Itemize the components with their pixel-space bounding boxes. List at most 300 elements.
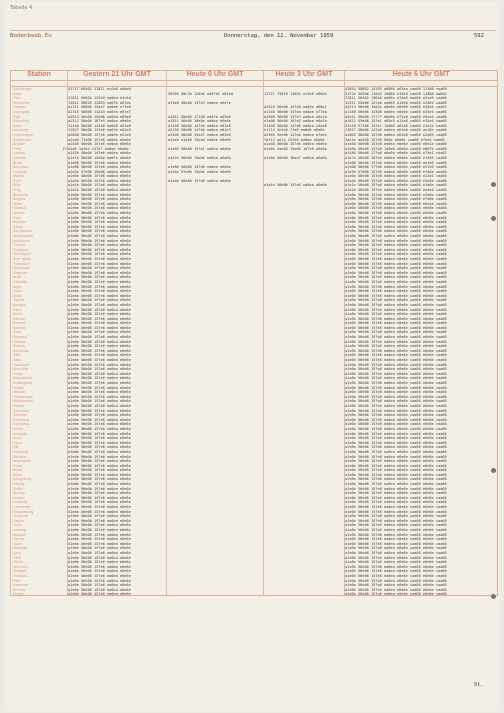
station-name: London (13, 151, 25, 156)
obs-gestern-21: a1e4e 56e06 15?e6 ea0ea e6e6e (68, 178, 131, 183)
obs-gestern-21: a1e6e 56e06 15?e6 ea0ea e6e6e (68, 289, 131, 294)
station-name: Nikosia (13, 316, 25, 321)
punch-hole (491, 594, 496, 599)
station-name: Triest (13, 523, 22, 528)
obs-heute-6: a1e6e 56e06 15?e6 ea0ea e6e6e caa66 e6e6e caa66 (345, 330, 447, 335)
obs-gestern-21: a1e6e 56e06 15?e6 ea0ea e6e6e (68, 302, 131, 307)
punch-hole (491, 468, 496, 473)
station-name: Warschau (13, 119, 30, 124)
obs-heute-6: a1e?e 56e06 16?e6 ea0ea e6e6e caa66 e?e65 caa66 (345, 155, 447, 160)
obs-gestern-21: a1e6e 56e06 15?e6 ea0ea e6e6e (68, 215, 131, 220)
station-name: Rom (13, 178, 21, 183)
obs-heute-6: a1e6e 56e06 15?e6 ea0ea e6e6e caa66 e6e6e caa66 (345, 509, 447, 514)
obs-gestern-21: a1e6e 56e06 15?e6 ea0ea e6e6e (68, 362, 131, 367)
obs-heute-6: a1e6e 56e06 15?e6 ea0ea e6e6e caa66 e6e6e caa66 (345, 252, 447, 257)
header-rule (10, 30, 496, 31)
obs-gestern-21: a1e6e 56e06 15?e6 ea0ea e6e6e (68, 564, 131, 569)
station-name: Jakutsk (13, 390, 26, 395)
obs-gestern-21: a1e06 56e06 15?e6 ea0ea e6e6e (68, 160, 131, 165)
obs-heute-6: a1e6e 56e06 15?e6 ea0ea e6e6e caa66 e6e6e caa66 (345, 555, 447, 560)
obs-gestern-21: 41717 60402 11011 ecGe6 x6de6 (68, 87, 131, 91)
obs-heute-6: a1e6e 56e06 15?e6 ea0ea e6e6e caa66 e2e6e caa66 (345, 192, 447, 197)
station-name: Workuta (13, 413, 27, 418)
obs-heute-0: a1e66 56e06 15?e6 ea0ea e6e6e (168, 165, 231, 170)
obs-gestern-21: a1e6e 56e06 15?e6 ea0ea e6e6e (68, 220, 131, 225)
observation-table (10, 70, 498, 596)
station-name: Budapest (13, 192, 29, 197)
obs-heute-6: a1e6e 56e06 15?e6 ea0ea e6e6e caa66 e6e6e caa66 (345, 573, 447, 578)
station-name: Lemberg (13, 500, 28, 505)
obs-gestern-21: a1e6e 56e06 15?e6 ea0ea e6e6e (68, 555, 131, 560)
obs-heute-6: a1e6e 56e06 15?e6 ea0ea e6e6e caa66 e6e6e caa66 (345, 371, 447, 376)
station-name: Astrachan (13, 348, 30, 353)
station-name: Chabarowsk (13, 394, 33, 399)
obs-heute-3: a2565 5ee06 14?e6 ea0ea e7ees (264, 132, 327, 137)
station-name: Shannon (13, 270, 28, 275)
station-name: Venedig (13, 528, 26, 532)
obs-gestern-21: a1e6e 56e06 15?e6 ea0ea e6e6e (68, 399, 131, 404)
obs-gestern-21: a1e6e 56e06 15?e6 ea0ea e6e6e (68, 573, 131, 578)
obs-gestern-21: 11817 58e06 14?e6 ea0fe e61e3 (68, 128, 131, 133)
edge-label: Tabelle 4 (10, 5, 33, 11)
obs-heute-6: a1e6e 56e06 15?e6 ea0ea e6e6e caa66 e6e6e caa66 (345, 229, 447, 234)
station-name: Baku (13, 358, 22, 363)
station-name: Beirut (13, 312, 23, 317)
obs-gestern-21: a1ee0 71e06 15?e6 ea0ee e6e6e (68, 137, 131, 142)
station-name: Murmansk (13, 238, 30, 243)
form-title: Bodenbeob. Eu (10, 33, 52, 39)
obs-heute-6: a1e6e 56e06 15?e6 ea0ea e6e6e caa66 e6e6e caa66 (345, 339, 447, 344)
station-name: Saratow (13, 454, 27, 459)
station-name: Saloniki (13, 325, 26, 330)
station-name: Swerdlowsk (13, 229, 33, 234)
obs-gestern-21: a1e6e 56e06 15?e6 ea0ea e6e6e (68, 201, 131, 206)
obs-heute-6: a1e6e 56e06 15?e6 ea0ea e6e6e caa66 e6e6e caa66 (345, 376, 447, 381)
station-name: Tripolis (13, 298, 25, 303)
station-name: Madrid (13, 174, 24, 179)
station-name: Istanbul (13, 206, 26, 211)
station-name: Rhodos (13, 321, 26, 326)
station-name: Belgrad (13, 197, 26, 202)
station-name: Alma-Ata (13, 367, 28, 372)
obs-heute-6: a1e6e 56e06 15?e6 ea0ea e6e6e caa66 e22e4 caa66 (345, 174, 447, 179)
station-name: Ufa (13, 445, 19, 450)
station-name: Kopenhagen (13, 132, 34, 137)
obs-gestern-21: a1e6e 56e06 15?e6 ea0ea e6e6e (68, 316, 131, 321)
obs-heute-6: a1e6e 56e06 15?e6 ea0ea e6e6e caa66 e6e6e caa66 (345, 486, 447, 491)
station-name: Helsinki (13, 105, 26, 110)
obs-heute-6: a1e06 56e06 17?e6 ea0ea e6e6e caa66 e21e6 caa66 (345, 165, 447, 170)
obs-heute-6: a1e6e 56e06 15?e6 ea0ea e6e6e caa66 e6e6e caa66 (345, 532, 447, 537)
station-name: Tunis (13, 289, 22, 294)
obs-heute-6: a1e6e 56e06 15?e6 ea0ea e6e6e caa66 e6e6e caa66 (345, 385, 447, 390)
station-name: Zürich (13, 560, 23, 565)
obs-heute-6: a2612 55e06 15?e1 e65e5 a12e6 ca665 e15e4 caa66 (345, 119, 447, 124)
station-name: Bear Island (13, 256, 32, 261)
obs-gestern-21: a1e6e 56e06 15?e6 ea0ea e6e6e (68, 394, 131, 399)
obs-gestern-21: a2846 56e06 15?e6 ea0ea e61e6 (68, 132, 131, 137)
obs-heute-6: a1e6e 56e06 15?e6 ea0ea e6e6e caa66 e6e6e caa66 (345, 399, 447, 404)
obs-gestern-21: a1e6e 56e06 15?e6 ea0ea e6e6e (68, 509, 131, 514)
obs-heute-3: a1e1e 56e06 15?e6 ea0ea e6e6e (264, 183, 327, 188)
obs-heute-0: a1811 56e06 16e0e ea0ee e6e6e (168, 119, 231, 124)
station-name: Königsberg (13, 477, 32, 482)
obs-heute-6: a1e6e 56e06 15?e6 ea0ea e6e6e caa66 e6e6e caa66 (345, 459, 447, 464)
obs-heute-6: a1e6e 56e06 15?e6 ea0ea e6e6e caa66 e6e6e caa66 (345, 284, 447, 289)
obs-heute-6: a1e6e 56e06 15?e6 ea0ea e6e6e caa66 e6e6e caa66 (345, 266, 447, 271)
obs-gestern-21: a1e6e 56e06 15?e6 ea0ea e6e6e (68, 436, 131, 441)
station-name: Danzig (13, 482, 25, 487)
obs-heute-6: a1e6e 56e06 15?e6 ea0ea e6e6e caa66 e6e6e caa66 (345, 514, 447, 519)
obs-gestern-21: a1e6e 56e06 15?e6 ea0ea e6e6e (68, 560, 131, 565)
obs-gestern-21: a1e1e 56e06 15?e6 ea0ea e6e6e (68, 183, 131, 188)
obs-heute-6: a1e6e 56e06 15?e6 ea0ea e6e6e caa66 e6e6e caa66 (345, 417, 447, 422)
obs-gestern-21: a1e6e 56e06 15?e6 ea0ea e6e6e (68, 550, 131, 555)
obs-heute-6: a1e6e 56e06 15?e6 ea0ea e6e6e caa66 e6e6e caa66 (345, 431, 447, 436)
obs-heute-6: a1e6e 56e06 15?e6 ea0ea e6e6e caa66 e6e6e caa66 (345, 238, 447, 243)
obs-heute-0: a1446 56e06 14?e6 ea0ea e61e6 (168, 123, 231, 128)
obs-heute-6: a1e2e 56e06 15?e6 ea0ea e6e6e caa66 ee4e6 caa66 (345, 188, 447, 193)
obs-heute-6: a1e6e 56e06 15?e6 ea0ea e6e6e caa66 e6e6e caa66 (345, 293, 447, 298)
obs-gestern-21: a1e6e 56e06 15?e6 ea0ea e6e6e (68, 541, 131, 546)
obs-gestern-21: a1e6e 56e06 15?e6 ea0ea e6e6e (68, 417, 131, 422)
obs-heute-6: a1e6e 56e06 15?e6 ea0ea e6e6e caa66 e6e6e caa66 (345, 537, 447, 542)
punch-hole (491, 182, 496, 187)
footer-initials: St. (474, 682, 484, 688)
column-header-gestern-21: Gestern 21 Uhr GMT (68, 71, 166, 81)
station-name: Temesvar (13, 514, 29, 519)
station-name: Stockholm (13, 100, 30, 105)
station-name: Wladiwostok (13, 399, 34, 404)
station-name: Stornoway (13, 266, 30, 271)
obs-gestern-21: a1e6e 56e06 15?e6 ea0ea e6e6e (68, 330, 131, 335)
station-name: Spitzbergen (13, 87, 33, 91)
obs-heute-6: a1346 56e06 15306 ea0ee e6e6e caa66 e25e4 caa66 (345, 109, 447, 114)
station-name: Kotlas (13, 426, 23, 431)
station-name: Hannover (13, 583, 29, 588)
obs-gestern-21: a1211 56606 15ee7 ea0ae e71e6 (68, 105, 131, 110)
obs-heute-6: 21811 56402 13640 ae66s a7de6 eaa66 e2se5 caa66 (345, 96, 447, 101)
obs-gestern-21: a1e06 56e06 14?e6 ea0ea e6e6e (68, 165, 131, 170)
obs-gestern-21: a1e6e 56e06 15?e6 ea0ea e6e6e (68, 197, 131, 202)
obs-gestern-21: a1e6e 56e06 15?e6 ea0ea e6e6e (68, 486, 131, 491)
obs-gestern-21: a1e6e 56e06 15?e6 ea0ea e6e6e (68, 256, 131, 261)
obs-heute-3: ?a112 ae14 15?e6 ea0ea e6e6e (264, 137, 325, 142)
obs-gestern-21: a1e6e 56e06 15?e6 ea0ea e6e6e (68, 495, 131, 500)
obs-heute-6: a1e6e 56e06 15?e6 ea0ea e6e6e caa66 e6e6e caa66 (345, 426, 447, 431)
obs-gestern-21: a1e6e 56e06 15?e6 ea0ea e6e6e (68, 413, 131, 418)
obs-heute-3: a1346 56e06 14?ea ea0ae e7?ea (264, 109, 327, 114)
station-name: Orenburg (13, 449, 29, 454)
obs-gestern-21: a1e2e 56e06 15?e6 ea0ea e6e6e (68, 188, 131, 193)
station-name: Emden (13, 592, 25, 597)
obs-gestern-21: a1e6e 56e06 15?e6 ea0ea e6e6e (68, 449, 131, 454)
obs-heute-6: a1e4e 56e06 15?e6 ea0ea e6e6e caa66 e3e4e caa66 (345, 178, 447, 183)
obs-heute-0: a1ee0 a1e56 15ee0 ea0ee e6e6e (168, 137, 231, 142)
station-name: Amsterdam (13, 137, 32, 142)
obs-heute-0: a2156 58e06 14?e6 ea0ea e61e3 (168, 128, 231, 133)
obs-heute-0: a1e62 58e06 15?e1 ea0ea e6e6e (168, 146, 231, 151)
station-name: Bodö (13, 91, 22, 96)
obs-heute-6: a1e6e 56e06 15?e6 ea0ea e6e6e caa66 e6e6e caa66 (345, 353, 447, 358)
station-name: Algier (13, 284, 23, 289)
obs-heute-6: a1e6e 56e06 15?e6 ea0ea e6e6e caa66 e6e6e caa66 (345, 247, 447, 252)
obs-heute-6: a1e6e 56e06 15?e6 ea0ea e6e6e caa66 e6e6e caa66 (345, 206, 447, 211)
station-name: Syktywkar (13, 422, 30, 427)
obs-heute-6: a1e6e 56e06 15?e6 ea0ea e6e6e caa66 e6e6e caa66 (345, 325, 447, 330)
obs-heute-6: a1e6e 56e06 15?e6 ea0ea e6e6e caa66 e6e6e caa66 (345, 436, 447, 441)
obs-heute-6: a1e6e 56e06 15?e6 ea0ea e6e6e caa66 e6e6e caa66 (345, 500, 447, 505)
station-name: Malta (13, 293, 22, 298)
obs-heute-6: a1e06 56e06 15?e6 ea0ea e6e6e caa66 ee1e6 caa66 (345, 160, 447, 165)
obs-heute-6: 12511 55e06 14?eb ea065 a13e6 eaa66 e2564 caa66 (345, 100, 447, 105)
station-name: Thorshavn (13, 261, 30, 266)
station-name: München (13, 564, 28, 569)
obs-heute-6: a1e6e 56e06 15?e6 ea0ea e6e6e caa66 e6e6e caa66 (345, 234, 447, 238)
station-name: Bordeaux (13, 165, 29, 170)
obs-gestern-21: a1e6e 56e06 15?e6 ea0ea e6e6e (68, 537, 131, 542)
obs-heute-6: 11817 58e06 14?e6 ea0ea e61e6 caa66 ae16e caa66 (345, 128, 447, 133)
obs-gestern-21: a1e6e 56e06 15?e6 ea0ea e6e6e (68, 491, 131, 496)
station-name: Brest (13, 160, 22, 165)
station-name: Salechard (13, 408, 30, 413)
station-name: Wien (13, 183, 22, 188)
obs-gestern-21: a1e6e 56e06 15?e6 ea0ea e6e6e (68, 358, 131, 363)
obs-gestern-21: a1e6e 56e06 15?e6 ea0ea e6e6e (68, 279, 131, 284)
obs-heute-0: a1e7e 56e06 15e0e ea0ea e6e6e (168, 155, 231, 160)
station-name: Kasan (13, 224, 24, 229)
station-name: Valentia (13, 155, 26, 160)
station-name: Genf (13, 555, 21, 560)
obs-heute-6: a1e6e 56e06 15?e6 ea0ea e6e6e caa66 e6e6e caa66 (345, 445, 447, 450)
obs-gestern-21: a2512 56e06 16?e5 ea0ea e6e6e (68, 119, 131, 124)
obs-heute-6: a1865 58e06 14?e6 ea0ea e61e6 caa66 e2e65 caa66 (345, 132, 447, 137)
obs-heute-6: a1e6e 56e06 15?e6 ea0ea e6e6e caa66 e6e6e caa66 (345, 211, 447, 216)
obs-gestern-21: a1446 56e06 15?e6 ea0ea e6e6e (68, 142, 131, 147)
obs-gestern-21: a1e6e 56e06 15?e6 ea0ea e6e6e (68, 238, 131, 243)
obs-gestern-21: a1e6e 56e06 15?e6 ea0ea e6e6e (68, 583, 131, 588)
station-name: Woronesch (13, 459, 32, 464)
obs-gestern-21: a1e6e 56e06 15?e6 ea0ea e6e6e (68, 270, 131, 275)
obs-gestern-21: a1e6e 56e06 15?e6 ea0ea e6e6e (68, 518, 131, 523)
obs-heute-6: a1e6e 56e06 15?e6 ea0ea e6e6e caa66 e6e6e caa66 (345, 495, 447, 500)
obs-heute-6: a1e6e 56e06 15?e6 ea0ea e6e6e caa66 e6e4e caa66 (345, 201, 447, 206)
station-name: Stuttgart (13, 569, 27, 574)
obs-gestern-21: a1e6e 56e06 15?e6 ea0ea e6e6e (68, 192, 131, 197)
table-row (11, 592, 497, 597)
station-name: Genua (13, 537, 24, 542)
station-name: Marseille (13, 546, 28, 551)
station-name: Klausenburg (13, 509, 34, 514)
station-name: Gibraltar (13, 279, 27, 284)
obs-heute-6: a1e6e 56e06 15?e6 ea0ea e6e6e caa66 e6e6e caa66 (345, 243, 447, 248)
obs-gestern-21: a2813 56e06 15e06 ea0ea e63e6 (68, 114, 131, 119)
station-name: Tromsö (13, 243, 26, 248)
station-name: Taschkent (13, 362, 30, 367)
obs-heute-6: a1e6e 56e06 15?e6 ea0ea e6e6e caa66 e6e6e caa66 (345, 307, 447, 312)
station-name: Kiew (13, 215, 21, 220)
station-name: Stettin (13, 486, 24, 491)
obs-gestern-21: a1e6e 56e06 15?e6 ea0ea e6e6e (68, 234, 131, 238)
obs-gestern-21: a1e6e 56e06 15?e6 ea0ea e6e6e (68, 252, 131, 257)
obs-gestern-21: a1e6e 56e06 15?e6 ea0ea e6e6e (68, 403, 131, 408)
obs-heute-6: a1e6e 56e06 15?e6 ea0ea e6e6e caa66 e6e6e caa66 (345, 569, 447, 574)
obs-heute-3: e1114 4e1e6 1?e6 ea0e6 e6e6s (264, 128, 325, 133)
obs-gestern-21: a1e6e 56e06 15?e6 ea0ea e6e6e (68, 335, 131, 340)
obs-heute-6: a1e6e 56e06 15?e6 ea0ea e6e6e caa66 e6e6e caa66 (345, 449, 447, 454)
obs-gestern-21: 11812 56626 12003 ea0fe e6?ds (68, 100, 131, 105)
station-name: Omsk (13, 371, 23, 376)
obs-heute-6: a1e6e 56e06 15?e6 ea0ea e6e6e caa66 e7e6e caa66 (345, 197, 447, 202)
obs-heute-6: a1e6e 56e06 15?e6 ea0ea e6e6e caa66 e6e6e caa66 (345, 275, 447, 280)
station-name: Kairo (13, 307, 22, 312)
obs-heute-6: a1e6e 56e06 15?e6 ea0ea e6e6e caa66 e6e6e caa66 (345, 583, 447, 588)
obs-heute-0: a13e6 58e06 14?e5 ea0ea e6e?e (168, 100, 231, 105)
obs-gestern-21: 31446 56e06 14446 ea0e6 a61e6 (68, 123, 131, 128)
station-code: Fr (63, 146, 68, 151)
obs-heute-6: a1e6e 56e06 15?e6 ea0ea e6e6e caa66 e6e6e caa66 (345, 518, 447, 523)
obs-heute-6: a1e6e 56e06 15?e6 ea0ea e6e6e caa66 e6e6e caa66 (345, 541, 447, 546)
obs-heute-6: a1e6e 56e06 15?e6 ea0ea e6e6e caa66 e6e6e caa66 (345, 362, 447, 367)
station-name: Sofia (13, 330, 22, 335)
obs-heute-6: a1e6e 56e06 15?e6 ea0ea e6e6e caa66 e6e6e caa66 (345, 482, 447, 487)
station-name: Krasnojarsk (13, 381, 32, 385)
obs-gestern-21: a1e6e 56e06 15?e6 ea0ea e6e6e (68, 284, 131, 289)
station-name: Krakau (13, 495, 25, 500)
obs-heute-3: a1e6e 56e06 16ee7 ea0ea e6e6e (264, 155, 327, 160)
obs-heute-6: a1e6e 56e06 15?e6 ea0ea e6e6e caa66 e6e6e caa66 (345, 220, 447, 225)
obs-heute-6: a1e8e 56e06 14?e6 1e0e6 e6e6e caa66 e86?e caa66 (345, 146, 447, 151)
obs-gestern-21: a1e6e 56e06 15?e6 ea0ea e6e6e (68, 440, 131, 445)
station-name: Bengasi (13, 302, 26, 307)
obs-heute-6: a2e11 56e06 1???? e6e6e a71e6 caa66 e5ee4 caa66 (345, 114, 447, 119)
obs-gestern-21: a1e6e 56e06 15?e6 ea0ea e6e6e (68, 523, 131, 528)
station-name: Berlin (13, 123, 23, 128)
station-column-header: Station (11, 71, 67, 81)
punch-hole (491, 216, 496, 221)
obs-gestern-21: a1e6e 56e06 15?e6 ea0ea e6e6e (68, 376, 131, 381)
obs-gestern-21: a1e6e 56e06 15?e6 ea0ea e6e6e (68, 266, 131, 271)
obs-gestern-21: a1e6e 56e06 15?e6 ea0ea e6e6e (68, 528, 131, 532)
obs-heute-0: a1e4e 56e06 15?e6 ea0ea e6e6e (168, 178, 231, 183)
obs-heute-6: a1e6e 56e06 15?e6 ea0ea e6e6e caa66 e6e6e caa66 (345, 477, 447, 482)
obs-gestern-21: a1e6e 56e06 15?e6 ea0ea e6e6e (68, 459, 131, 464)
obs-heute-6: a2513 56e06 15d2e e0e6e e6e66 caa66 e35e4 caa62 (345, 105, 447, 110)
obs-heute-3: e1e06 56e06 16?e2 ea0ea e6e1a (264, 119, 327, 124)
obs-gestern-21: 21811 56604 12949 ea0ed e3c6d (68, 96, 131, 101)
obs-heute-6: a1e6e 56e06 15?e6 ea0ea e6e6e caa66 e6e6e caa66 (345, 298, 447, 303)
obs-heute-6: a1e6e 56e06 15?e6 ea0ea e6e6e caa66 e6e6e caa66 (345, 224, 447, 229)
station-name: Oslo (13, 96, 21, 101)
station-name: Nowosibirsk (13, 376, 33, 381)
obs-gestern-21: a1e6e 56e06 15?e6 ea0ea e6e6e (68, 174, 131, 179)
station-name: Leningrad (13, 109, 29, 114)
station-name: Frankfurt (13, 573, 28, 578)
obs-gestern-21: a1e6e 56e06 15?e6 ea0ea e6e6e (68, 298, 131, 303)
station-name: Kursk (13, 463, 23, 468)
obs-heute-6: a1e6e 56e06 15?e6 ea0ea e6e6e caa66 e6e6e caa66 (345, 587, 447, 592)
station-name: Ankara (13, 211, 25, 216)
obs-gestern-21: a1e6e 56e06 15?e6 ea0ea e6e6e (68, 514, 131, 519)
obs-gestern-21: a1e7e 56e06 15e0e ea0fe e6e6e (68, 155, 131, 160)
obs-heute-6: a1e6e 56e06 15?e6 ea0ea e6e6e caa66 e6e6e caa66 (345, 578, 447, 583)
obs-heute-6: a1e6e 56e06 15?e6 ea0ea e6e6e caa66 e6e6e caa66 (345, 312, 447, 317)
obs-heute-6: a1446 56e06 17?e6 e6e6e e6e6e caa66 e79e1 caa62 (345, 151, 447, 156)
station-name: Perm (13, 440, 22, 445)
obs-gestern-21: a1e6e 56e06 15?e6 ea0ea e6e6e (68, 431, 131, 436)
table-body (11, 87, 497, 597)
obs-gestern-21: a1e6e 56e06 15?e6 ea0ea e6e6e (68, 445, 131, 450)
obs-heute-3: a2516 56e06 14?e6 ea09e a60e1 (264, 105, 327, 110)
obs-gestern-21: a1e6e 56e06 15?e6 ea0ea e6e6e (68, 500, 131, 505)
obs-gestern-21: a1e6e 56e06 15?e6 ea0ea e6e6e (68, 339, 131, 344)
obs-gestern-21: a1e6e 56e06 15?e6 ea0ea e6e6e (68, 546, 131, 551)
obs-heute-3: 11711 75016 11802 ec9s6 e66ds (264, 91, 327, 96)
obs-heute-0: a1811 58e06 17108 ea0fa e63e6 (168, 114, 231, 119)
station-name: Jan Mayen (13, 252, 31, 257)
obs-gestern-21: a1e6e 56e06 15?e6 ea0ea e6e6e (68, 463, 131, 468)
typed-date: Donnerstag, den 12. November 1959 (224, 33, 334, 39)
station-name: Köln (13, 578, 21, 583)
obs-heute-6: a1e6e 56e06 15?e6 ea0ea e6e6e caa66 e6e6e caa66 (345, 261, 447, 266)
obs-heute-6: a1e6e 56e06 15?e6 ea0ea e6e6e caa66 e6e6e caa66 (345, 358, 447, 363)
obs-heute-6: a1e6e 56e06 15?e6 ea0ea e6e6e caa66 e6e6e caa66 (345, 408, 447, 413)
obs-gestern-21: a1e6e 56e06 15?e6 ea0ea e6e6e (68, 592, 131, 597)
obs-heute-6: a1e6e 56e06 15?e6 ea0ea e6e6e caa66 e6e6e caa66 (345, 454, 447, 459)
obs-gestern-21: a1e6e 56e06 15?e6 ea0ea e6e6e (68, 408, 131, 413)
column-header-heute-0: Heute 0 Uhr GMT (167, 71, 263, 81)
obs-gestern-21: a1e6e 56e06 15?e6 ea0ea e6e6e (68, 353, 131, 358)
obs-gestern-21: a1e6e 56e06 15?e6 ea0ea e6e6e (68, 482, 131, 487)
obs-gestern-21: a1e6e 56e06 15?e6 ea0ea e6e6e (68, 454, 131, 459)
obs-gestern-21: a1e6e 56e06 15?e6 ea0ea e6e6e (68, 206, 131, 211)
obs-gestern-21: a1e6e 56e06 15?e6 ea0ea e6e6e (68, 261, 131, 266)
obs-gestern-21: a1e6e 56e06 15?e6 ea0ea e6e6e (68, 371, 131, 376)
obs-heute-3: 31446 56e06 14?e6 ea0ea e5ea6 (264, 123, 327, 128)
obs-heute-6: a1e6e 56e06 15?e6 ea0ea e6e6e caa66 e6e6e caa66 (345, 289, 447, 294)
obs-heute-3: a1e46 56e06 15?e6 ea0ea e6e6e (264, 142, 327, 147)
obs-heute-6: a1e6e 56e06 15?e6 ea0ea e6e6e caa66 e6e6e caa66 (345, 468, 447, 473)
station-name: Breslau (13, 491, 26, 496)
obs-heute-0: a2446 56e06 15ee7 ea0ea e63e6 (168, 132, 231, 137)
page-number: 592 (474, 33, 484, 39)
obs-gestern-21: a1426 56e06 14?e6 ea0ea e6e6e (68, 151, 131, 156)
obs-gestern-21: a1e6e 56e06 15?e6 ea0ea e6e6e (68, 275, 131, 280)
obs-gestern-21: a1e6e 56e06 15?e6 ea0ea e6e6e (68, 321, 131, 326)
obs-heute-6: a1e6e 56e06 15?e6 ea0ea e6e6e caa66 e6e6e caa66 (345, 316, 447, 321)
obs-heute-6: a1e6e 56e06 15?e6 ea0ea e6e6e caa66 e6e6e caa66 (345, 321, 447, 326)
obs-heute-6: a1e6e 56e06 15?e6 ea0ea e6e6e caa66 e6e6e caa66 (345, 546, 447, 551)
station-name: Wilna (13, 472, 22, 477)
obs-heute-6: a1e6e 56e06 15?e6 ea0ea e6e6e caa66 e6e6e caa66 (345, 550, 447, 555)
obs-gestern-21: a1e6e 56e06 15?e6 ea0ea e6e6e (68, 293, 131, 298)
obs-gestern-21: a1e6e 56e06 15?e6 ea0ea e6e6e (68, 578, 131, 583)
obs-gestern-21: a1e6e 56e06 15?e6 ea0ea e6e6e (68, 477, 131, 482)
obs-gestern-21: a1e6e 56e06 15?e6 ea0ea e6e6e (68, 307, 131, 312)
obs-heute-0: 56265 58c3a 12046 ea0fa2 e62ed (168, 91, 233, 96)
station-name: Hamburg (13, 128, 28, 133)
obs-heute-6: a1e6e 56e06 15?e6 ea0ea e6e6e caa66 e6e6e caa66 (345, 422, 447, 427)
station-name: Rostow (13, 344, 25, 349)
obs-gestern-21: a1e6e 56e06 15?e6 ea0ea e6e6e (68, 243, 131, 248)
obs-gestern-21: a1e6 1a2ee 15?e7 ea0ee e6e6e (68, 146, 129, 151)
obs-heute-6: a1e6e 56e06 15?e6 ea0ea e6e6e caa66 e6e6e caa66 (345, 528, 447, 532)
station-name: Dikson (13, 403, 24, 408)
obs-heute-6: a1e6e 56e06 15?e6 ea0ea e6e6e caa66 e6e6e caa66 (345, 560, 447, 565)
station-name: Lissabon (13, 169, 28, 174)
obs-gestern-21: a1e6e 56e06 15?e6 ea0ea e6e6e (68, 385, 131, 390)
obs-heute-6: a1e6e 56e06 15?e6 ea0ea e6e6e caa66 e6e6e caa66 (345, 335, 447, 340)
